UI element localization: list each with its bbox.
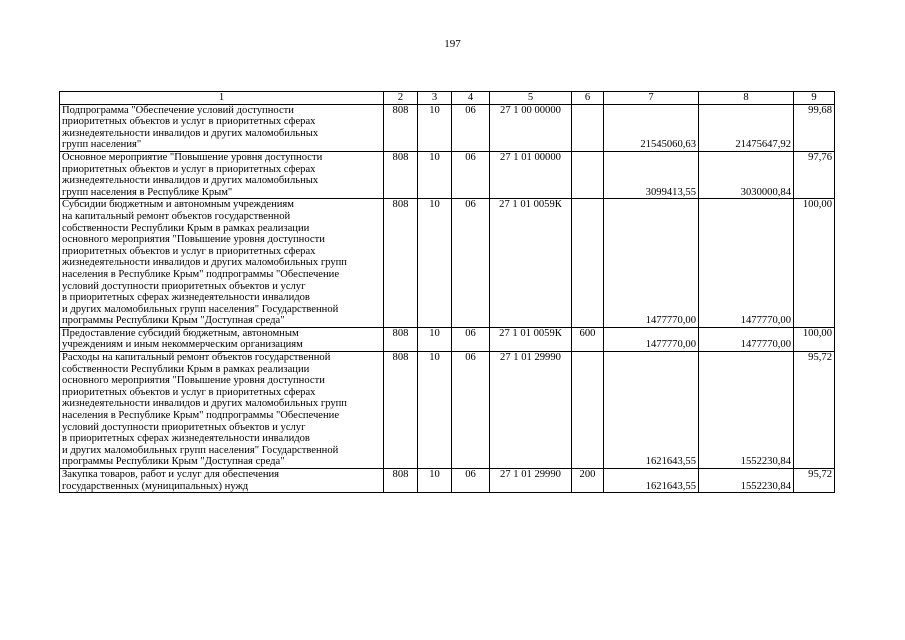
percent-cell: 100,00 xyxy=(794,199,835,328)
planned-amount-cell: 3099413,55 xyxy=(604,151,699,198)
row-name: Расходы на капитальный ремонт объектов государственной собственности Республики Крым в рамках реализации основного мероприятия "Повышение уровня доступности приоритетных объектов и услуг в приоритетных сферах жизнедеятельности инвалидов и других маломобильных групп населения в Республике Крым" подпрограммы "Обеспечение условий доступности приоритетных объектов и услуг в приоритетных сферах жизнедеятельности инвалидов и других маломобильных групп населения" Государственной программы Республики Крым "Доступная среда" xyxy=(62,352,347,468)
planned-amount-cell: 1621643,55 xyxy=(604,352,699,469)
column-header: 7 xyxy=(604,92,699,105)
gr-code-cell: 808 xyxy=(384,352,418,469)
planned-amount-cell: 1477770,00 xyxy=(604,327,699,351)
column-header: 9 xyxy=(794,92,835,105)
table-header-row xyxy=(60,92,835,105)
expense-type-cell: 600 xyxy=(572,327,604,351)
executed-amount-cell: 1552230,84 xyxy=(699,352,794,469)
subsection-code-cell: 06 xyxy=(452,327,490,351)
row-name-cell xyxy=(60,104,384,151)
row-name-cell xyxy=(60,199,384,328)
gr-code-cell: 808 xyxy=(384,199,418,328)
percent-cell: 97,76 xyxy=(794,151,835,198)
gr-code-cell: 808 xyxy=(384,104,418,151)
percent-cell: 99,68 xyxy=(794,104,835,151)
gr-code-cell: 808 xyxy=(384,151,418,198)
subsection-code-cell: 06 xyxy=(452,469,490,493)
subsection-code-cell: 06 xyxy=(452,104,490,151)
section-code-cell: 10 xyxy=(418,151,452,198)
column-header: 1 xyxy=(60,92,384,105)
expense-type-cell xyxy=(572,352,604,469)
row-name-cell xyxy=(60,151,384,198)
row-name: Подпрограмма "Обеспечение условий доступности приоритетных объектов и услуг в приоритетных сферах жизнедеятельности инвалидов и других маломобильных групп населения" xyxy=(62,104,319,151)
section-code-cell: 10 xyxy=(418,469,452,493)
executed-amount-cell: 1477770,00 xyxy=(699,199,794,328)
percent-cell: 95,72 xyxy=(794,352,835,469)
subsection-code-cell: 06 xyxy=(452,151,490,198)
table-row xyxy=(60,469,835,493)
row-name-cell xyxy=(60,327,384,351)
table-row xyxy=(60,199,835,328)
table-row xyxy=(60,151,835,198)
column-header: 8 xyxy=(699,92,794,105)
table-row xyxy=(60,104,835,151)
executed-amount-cell: 21475647,92 xyxy=(699,104,794,151)
subsection-code-cell: 06 xyxy=(452,352,490,469)
row-name: Основное мероприятие "Повышение уровня доступности приоритетных объектов и услуг в приоритетных сферах жизнедеятельности инвалидов и других маломобильных групп населения в Республике Крым" xyxy=(62,151,323,198)
planned-amount-cell: 21545060,63 xyxy=(604,104,699,151)
target-item-cell: 27 1 01 29990 xyxy=(490,352,572,469)
percent-cell: 100,00 xyxy=(794,327,835,351)
target-item-cell: 27 1 01 0059К xyxy=(490,327,572,351)
target-item-cell: 27 1 01 0059К xyxy=(490,199,572,328)
table-row xyxy=(60,352,835,469)
row-name: Предоставление субсидий бюджетным, автономным учреждениям и иным некоммерческим организациям xyxy=(62,327,303,351)
executed-amount-cell: 1477770,00 xyxy=(699,327,794,351)
gr-code-cell: 808 xyxy=(384,469,418,493)
section-code-cell: 10 xyxy=(418,352,452,469)
budget-table xyxy=(59,91,835,493)
section-code-cell: 10 xyxy=(418,104,452,151)
column-header: 5 xyxy=(490,92,572,105)
section-code-cell: 10 xyxy=(418,327,452,351)
column-header: 4 xyxy=(452,92,490,105)
row-name: Субсидии бюджетным и автономным учреждениям на капитальный ремонт объектов государственной собственности Республики Крым в рамках реализации основного мероприятия "Повышение уровня доступности приоритетных объектов и услуг в приоритетных сферах жизнедеятельности инвалидов и других маломобильных групп населения в Республике Крым" подпрограммы "Обеспечение условий доступности приоритетных объектов и услуг в приоритетных сферах жизнедеятельности инвалидов и других маломобильных групп населения" Государственной программы Республики Крым "Доступная среда" xyxy=(62,199,347,327)
planned-amount-cell: 1477770,00 xyxy=(604,199,699,328)
row-name-cell xyxy=(60,352,384,469)
executed-amount-cell: 3030000,84 xyxy=(699,151,794,198)
column-header: 3 xyxy=(418,92,452,105)
row-name: Закупка товаров, работ и услуг для обеспечения государственных (муниципальных) нужд xyxy=(62,469,280,492)
expense-type-cell xyxy=(572,104,604,151)
expense-type-cell xyxy=(572,199,604,328)
column-header: 2 xyxy=(384,92,418,105)
executed-amount-cell: 1552230,84 xyxy=(699,469,794,493)
column-header: 6 xyxy=(572,92,604,105)
row-name-cell xyxy=(60,469,384,493)
target-item-cell: 27 1 00 00000 xyxy=(490,104,572,151)
expense-type-cell: 200 xyxy=(572,469,604,493)
section-code-cell: 10 xyxy=(418,199,452,328)
gr-code-cell: 808 xyxy=(384,327,418,351)
expense-type-cell xyxy=(572,151,604,198)
percent-cell: 95,72 xyxy=(794,469,835,493)
subsection-code-cell: 06 xyxy=(452,199,490,328)
planned-amount-cell: 1621643,55 xyxy=(604,469,699,493)
table-row xyxy=(60,327,835,351)
target-item-cell: 27 1 01 00000 xyxy=(490,151,572,198)
target-item-cell: 27 1 01 29990 xyxy=(490,469,572,493)
page-number: 197 xyxy=(444,38,461,50)
